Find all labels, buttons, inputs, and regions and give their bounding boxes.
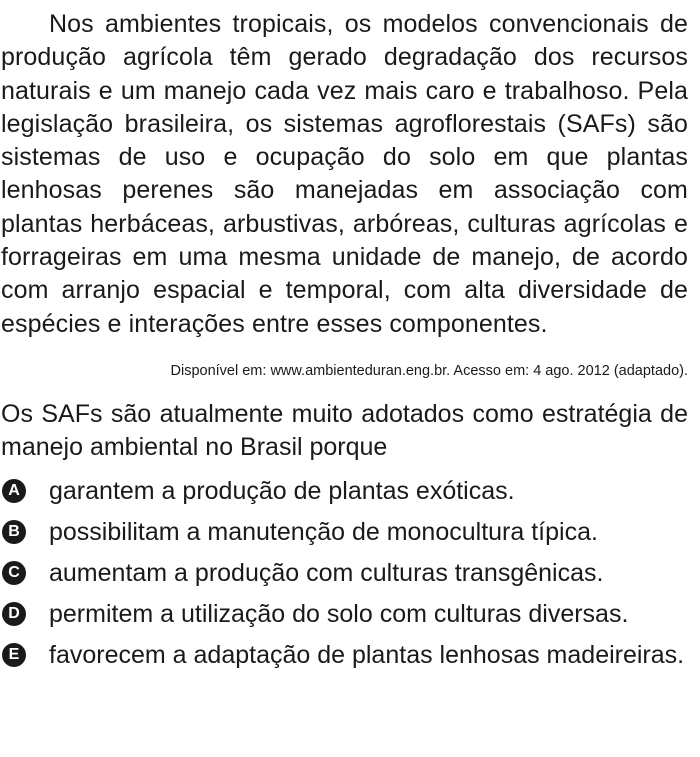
option-text: permitem a utilização do solo com culturas diversas. [49,599,629,628]
option-b[interactable] [1,516,688,549]
option-letter-badge: A [2,479,26,503]
option-text: aumentam a produção com culturas transgênicas. [49,558,604,587]
answer-options [1,475,688,673]
option-letter-badge: E [2,643,26,667]
option-d[interactable] [1,598,688,631]
option-text: favorecem a adaptação de plantas lenhosas madeireiras. [49,640,685,669]
option-a[interactable] [1,475,688,508]
passage-text: Nos ambientes tropicais, os modelos convencionais de produção agrícola têm gerado degradação dos recursos naturais e um manejo cada vez mais caro e trabalhoso. Pela legislação brasileira, os sistemas agroflorestais (SAFs) são sistemas de uso e ocupação do solo em que plantas lenhosas perenes são manejadas em associação com plantas herbáceas, arbustivas, arbóreas, culturas agrícolas e forrageiras em uma mesma unidade de manejo, de acordo com arranjo espacial e temporal, com alta diversidade de espécies e interações entre esses componentes. [1,10,688,338]
option-letter-badge: D [2,602,26,626]
option-text: garantem a produção de plantas exóticas. [49,476,515,505]
option-letter-badge: B [2,520,26,544]
question-stem: Os SAFs são atualmente muito adotados como estratégia de manejo ambiental no Brasil porque [1,399,688,462]
option-c[interactable] [1,557,688,590]
source-citation: Disponível em: www.ambienteduran.eng.br. Acesso em: 4 ago. 2012 (adaptado). [170,362,688,379]
option-letter-badge: C [2,561,26,585]
option-e[interactable] [1,639,688,672]
option-text: possibilitam a manutenção de monocultura típica. [49,517,598,546]
